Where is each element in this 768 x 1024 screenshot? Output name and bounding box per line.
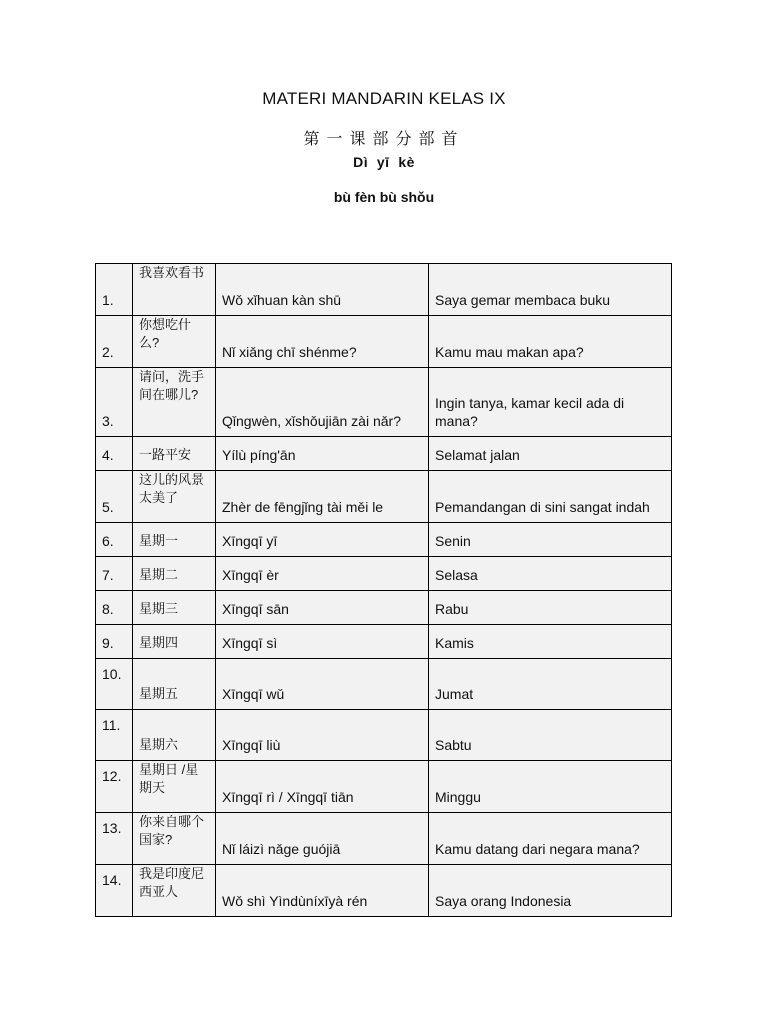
indonesian-meaning: Minggu — [429, 761, 672, 813]
table-row — [96, 761, 672, 813]
row-number: 14. — [96, 865, 133, 917]
table-row — [96, 471, 672, 523]
row-number: 1. — [96, 264, 133, 316]
pinyin-phrase: Xīngqī wǔ — [216, 659, 429, 710]
indonesian-meaning: Saya gemar membaca buku — [429, 264, 672, 316]
lesson-title-chinese: 第一课部分部首 — [303, 131, 465, 148]
chinese-phrase: 你想吃什么? — [133, 316, 216, 368]
indonesian-meaning: Jumat — [429, 659, 672, 710]
pinyin-phrase: Xīngqī liù — [216, 710, 429, 761]
pinyin-phrase: Nǐ xiǎng chī shénme? — [216, 316, 429, 368]
row-number: 10. — [96, 659, 133, 710]
row-number: 8. — [96, 591, 133, 625]
table-row — [96, 264, 672, 316]
indonesian-meaning: Sabtu — [429, 710, 672, 761]
table-row — [96, 437, 672, 471]
chinese-phrase: 这儿的风景太美了 — [133, 471, 216, 523]
pinyin-phrase: Xīngqī èr — [216, 557, 429, 591]
chinese-phrase: 星期二 — [133, 557, 216, 591]
table-row — [96, 659, 672, 710]
pinyin-phrase: Yílù píng'ān — [216, 437, 429, 471]
chinese-phrase: 一路平安 — [133, 437, 216, 471]
chinese-phrase: 我喜欢看书 — [133, 264, 216, 316]
indonesian-meaning: Kamu mau makan apa? — [429, 316, 672, 368]
row-number: 2. — [96, 316, 133, 368]
table-row — [96, 625, 672, 659]
table-row — [96, 710, 672, 761]
lesson-title-pinyin: Dì yī kè — [353, 154, 415, 170]
table-row — [96, 865, 672, 917]
table-row — [96, 813, 672, 865]
pinyin-phrase: Zhèr de fēngjǐng tài měi le — [216, 471, 429, 523]
table-row — [96, 368, 672, 437]
indonesian-meaning: Kamis — [429, 625, 672, 659]
chinese-phrase: 星期六 — [133, 710, 216, 761]
pinyin-phrase: Qǐngwèn, xǐshǒujiān zài nǎr? — [216, 368, 429, 437]
row-number: 9. — [96, 625, 133, 659]
pinyin-phrase: Xīngqī rì / Xīngqī tiān — [216, 761, 429, 813]
pinyin-phrase: Wǒ shì Yìndùníxīyà rén — [216, 865, 429, 917]
chinese-phrase: 星期日 /星期天 — [133, 761, 216, 813]
indonesian-meaning: Rabu — [429, 591, 672, 625]
row-number: 13. — [96, 813, 133, 865]
pinyin-phrase: Xīngqī yī — [216, 523, 429, 557]
document-title: MATERI MANDARIN KELAS IX — [262, 89, 506, 108]
pinyin-phrase: Xīngqī sān — [216, 591, 429, 625]
row-number: 5. — [96, 471, 133, 523]
pinyin-phrase: Nǐ láizì nǎge guójiā — [216, 813, 429, 865]
indonesian-meaning: Saya orang Indonesia — [429, 865, 672, 917]
indonesian-meaning: Selasa — [429, 557, 672, 591]
pinyin-phrase: Wǒ xǐhuan kàn shū — [216, 264, 429, 316]
chinese-phrase: 我是印度尼西亚人 — [133, 865, 216, 917]
row-number: 7. — [96, 557, 133, 591]
chinese-phrase: 请问，洗手间在哪儿? — [133, 368, 216, 437]
indonesian-meaning: Selamat jalan — [429, 437, 672, 471]
indonesian-meaning: Kamu datang dari negara mana? — [429, 813, 672, 865]
row-number: 6. — [96, 523, 133, 557]
chinese-phrase: 星期五 — [133, 659, 216, 710]
chinese-phrase: 星期一 — [133, 523, 216, 557]
table-row — [96, 591, 672, 625]
table-row — [96, 316, 672, 368]
table-row — [96, 523, 672, 557]
indonesian-meaning: Senin — [429, 523, 672, 557]
chinese-phrase: 星期四 — [133, 625, 216, 659]
pinyin-phrase: Xīngqī sì — [216, 625, 429, 659]
row-number: 4. — [96, 437, 133, 471]
indonesian-meaning: Pemandangan di sini sangat indah — [429, 471, 672, 523]
chinese-phrase: 你来自哪个国家? — [133, 813, 216, 865]
chinese-phrase: 星期三 — [133, 591, 216, 625]
row-number: 12. — [96, 761, 133, 813]
indonesian-meaning: Ingin tanya, kamar kecil ada di mana? — [429, 368, 672, 437]
lesson-topic-pinyin: bù fèn bù shǒu — [333, 189, 435, 205]
row-number: 3. — [96, 368, 133, 437]
table-row — [96, 557, 672, 591]
row-number: 11. — [96, 710, 133, 761]
vocabulary-table — [95, 263, 672, 917]
